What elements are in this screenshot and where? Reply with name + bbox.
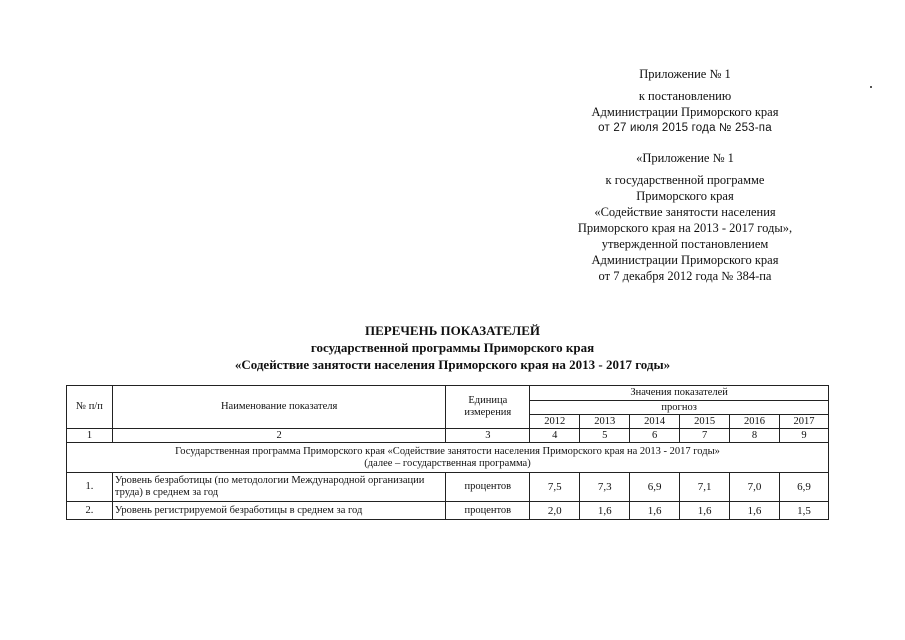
row-value: 7,3: [580, 473, 630, 502]
column-index: 8: [730, 429, 780, 443]
header-num: № п/п: [67, 386, 113, 429]
row-num: 2.: [67, 502, 113, 520]
title-line-3: «Содействие занятости населения Приморского края на 2013 - 2017 годы»: [234, 357, 671, 372]
appendix-header: [540, 66, 830, 136]
column-index: 6: [630, 429, 680, 443]
row-name: Уровень регистрируемой безработицы в среднем за год: [112, 502, 445, 520]
appendix-date: от 27 июля 2015 года № 253-па: [598, 122, 772, 134]
header-name: Наименование показателя: [112, 386, 445, 429]
program-line-3: Приморского края: [636, 189, 734, 203]
header-year: 2012: [530, 415, 580, 429]
row-value: 1,6: [680, 502, 730, 520]
column-index: 5: [580, 429, 630, 443]
table-row: [67, 502, 829, 520]
column-index: 1: [67, 429, 113, 443]
row-value: 1,6: [580, 502, 630, 520]
program-line-7: Администрации Приморского края: [591, 253, 779, 267]
row-value: 2,0: [530, 502, 580, 520]
program-line-6: утвержденной постановлением: [601, 237, 769, 251]
title-line-1: ПЕРЕЧЕНЬ ПОКАЗАТЕЛЕЙ: [364, 323, 541, 338]
row-unit: процентов: [446, 502, 530, 520]
indicators-table: [66, 385, 829, 520]
header-year: 2015: [680, 415, 730, 429]
program-header: [540, 150, 830, 284]
header-unit: Единица измерения: [446, 386, 530, 429]
column-index: 7: [680, 429, 730, 443]
program-row-note: (далее – государственная программа): [364, 457, 531, 469]
row-name: Уровень безработицы (по методологии Международной организации труда) в среднем за год: [112, 473, 445, 502]
row-value: 7,5: [530, 473, 580, 502]
header-values: Значения показателей: [530, 386, 829, 401]
row-value: 7,0: [730, 473, 780, 502]
row-unit: процентов: [446, 473, 530, 502]
program-row-title: Государственная программа Приморского края «Содействие занятости населения Приморского края на 2013 - 2017 годы»: [175, 445, 720, 457]
header-year: 2016: [730, 415, 780, 429]
program-appendix-title: «Приложение № 1: [636, 151, 734, 165]
program-line-2: к государственной программе: [605, 173, 765, 187]
appendix-title: Приложение № 1: [639, 67, 731, 81]
column-index: 2: [112, 429, 445, 443]
table-row: [67, 473, 829, 502]
scan-speck: [870, 86, 872, 88]
column-index: 3: [446, 429, 530, 443]
column-index-row: [67, 429, 829, 443]
row-value: 1,6: [730, 502, 780, 520]
row-value: 7,1: [680, 473, 730, 502]
row-value: 6,9: [630, 473, 680, 502]
row-value: 1,6: [630, 502, 680, 520]
header-year: 2017: [779, 415, 828, 429]
row-value: 1,5: [779, 502, 828, 520]
program-line-8: от 7 декабря 2012 года № 384-па: [598, 269, 772, 283]
title-line-2: государственной программы Приморского края: [310, 340, 595, 355]
column-index: 9: [779, 429, 828, 443]
header-year: 2014: [630, 415, 680, 429]
program-line-5: Приморского края на 2013 - 2017 годы»,: [577, 221, 793, 235]
appendix-line-2: к постановлению: [638, 89, 732, 103]
program-row: [67, 443, 829, 473]
row-num: 1.: [67, 473, 113, 502]
appendix-line-3: Администрации Приморского края: [591, 105, 779, 119]
program-row-cell: [67, 443, 829, 473]
header-forecast: прогноз: [530, 401, 829, 415]
column-index: 4: [530, 429, 580, 443]
row-value: 6,9: [779, 473, 828, 502]
header-year: 2013: [580, 415, 630, 429]
program-line-4: «Содействие занятости населения: [594, 205, 776, 219]
document-title: [150, 322, 755, 373]
